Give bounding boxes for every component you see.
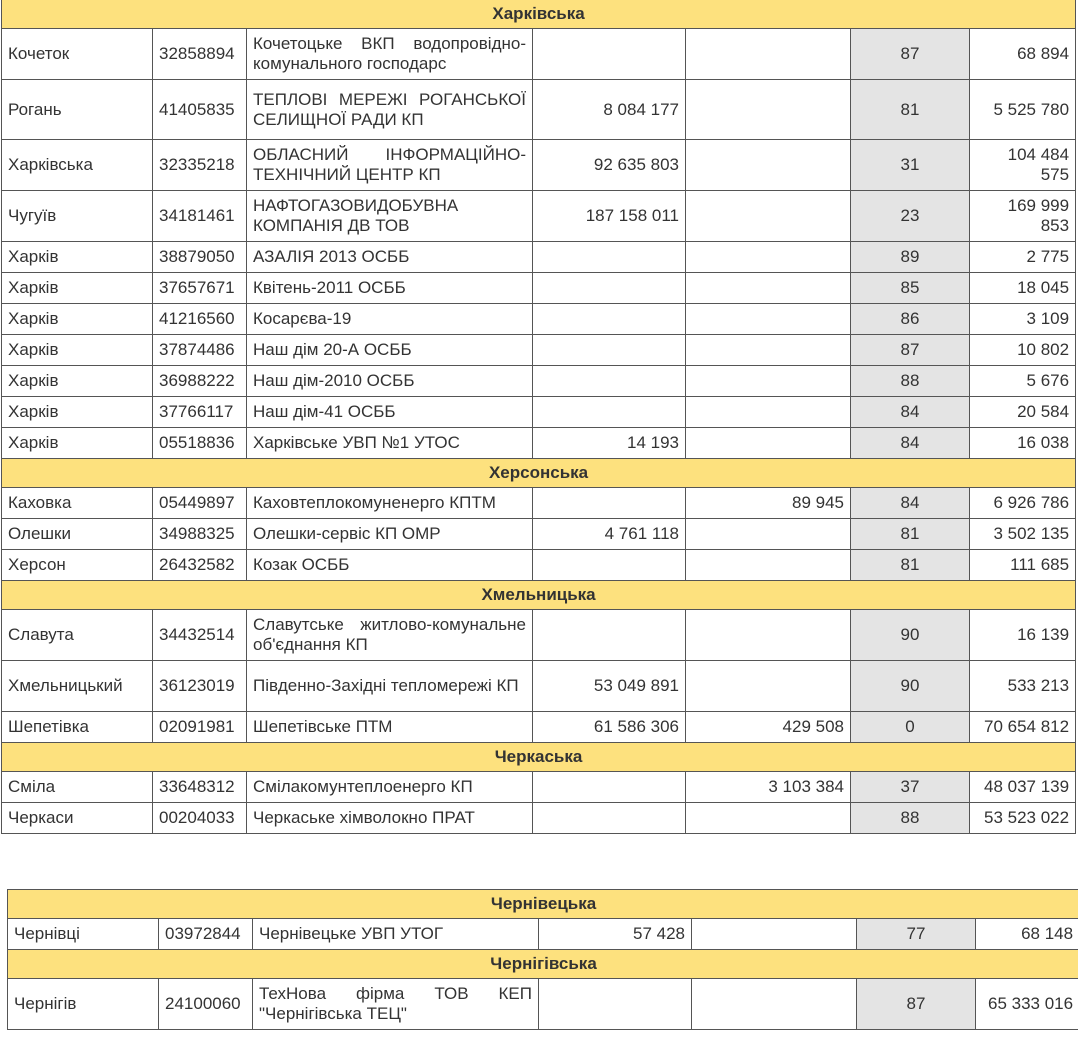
value1-cell xyxy=(533,242,686,273)
code-cell: 32858894 xyxy=(153,29,247,80)
total-cell: 111 685 xyxy=(970,550,1076,581)
code-cell: 41216560 xyxy=(153,304,247,335)
score-cell: 86 xyxy=(851,304,970,335)
table-row xyxy=(2,29,1076,80)
code-cell: 37657671 xyxy=(153,273,247,304)
city-cell: Славута xyxy=(2,610,153,661)
score-cell: 0 xyxy=(851,712,970,743)
enterprise-name-cell: Смілакомунтеплоенерго КП xyxy=(247,772,533,803)
value1-cell xyxy=(539,979,692,1030)
total-cell: 3 109 xyxy=(970,304,1076,335)
table-row xyxy=(2,191,1076,242)
enterprise-name-cell: ОБЛАСНИЙ ІНФОРМАЦІЙНО-ТЕХНІЧНИЙ ЦЕНТР КП xyxy=(247,140,533,191)
total-cell: 20 584 xyxy=(970,397,1076,428)
enterprise-name-cell: Південно-Західні тепломережі КП xyxy=(247,661,533,712)
value1-cell xyxy=(533,550,686,581)
enterprise-name-cell: Кочетоцьке ВКП водопровідно-комунального господарс xyxy=(247,29,533,80)
value1-cell: 4 761 118 xyxy=(533,519,686,550)
enterprise-name-cell: Шепетівське ПТМ xyxy=(247,712,533,743)
value1-cell xyxy=(533,273,686,304)
code-cell: 02091981 xyxy=(153,712,247,743)
code-cell: 34432514 xyxy=(153,610,247,661)
value2-cell xyxy=(686,610,851,661)
city-cell: Чернігів xyxy=(8,979,159,1030)
city-cell: Херсон xyxy=(2,550,153,581)
city-cell: Хмельницький xyxy=(2,661,153,712)
total-cell: 68 894 xyxy=(970,29,1076,80)
code-cell: 37874486 xyxy=(153,335,247,366)
table-row xyxy=(8,979,1078,1030)
enterprises-table-continued xyxy=(7,889,1078,1030)
table-row xyxy=(2,242,1076,273)
score-cell: 81 xyxy=(851,80,970,140)
total-cell: 5 525 780 xyxy=(970,80,1076,140)
value1-cell xyxy=(533,488,686,519)
score-cell: 90 xyxy=(851,661,970,712)
code-cell: 00204033 xyxy=(153,803,247,834)
value1-cell xyxy=(533,335,686,366)
city-cell: Харків xyxy=(2,428,153,459)
city-cell: Харків xyxy=(2,304,153,335)
value2-cell: 3 103 384 xyxy=(686,772,851,803)
table-row xyxy=(2,550,1076,581)
table-row xyxy=(2,273,1076,304)
city-cell: Каховка xyxy=(2,488,153,519)
code-cell: 37766117 xyxy=(153,397,247,428)
enterprise-name-cell: Косарєва-19 xyxy=(247,304,533,335)
code-cell: 36988222 xyxy=(153,366,247,397)
score-cell: 81 xyxy=(851,519,970,550)
region-header-row xyxy=(2,459,1076,488)
value2-cell xyxy=(686,366,851,397)
value2-cell: 89 945 xyxy=(686,488,851,519)
score-cell: 88 xyxy=(851,803,970,834)
region-header-row xyxy=(8,890,1078,919)
value2-cell xyxy=(686,428,851,459)
score-cell: 89 xyxy=(851,242,970,273)
code-cell: 03972844 xyxy=(159,919,253,950)
total-cell: 6 926 786 xyxy=(970,488,1076,519)
total-cell: 70 654 812 xyxy=(970,712,1076,743)
value1-cell: 8 084 177 xyxy=(533,80,686,140)
table-row xyxy=(2,140,1076,191)
enterprise-name-cell: Харківське УВП №1 УТОС xyxy=(247,428,533,459)
value2-cell xyxy=(692,979,857,1030)
code-cell: 34988325 xyxy=(153,519,247,550)
enterprise-name-cell: Каховтеплокомуненерго КПТМ xyxy=(247,488,533,519)
city-cell: Рогань xyxy=(2,80,153,140)
city-cell: Чугуїв xyxy=(2,191,153,242)
enterprise-name-cell: НАФТОГАЗОВИДОБУВНА КОМПАНІЯ ДВ ТОВ xyxy=(247,191,533,242)
value1-cell xyxy=(533,803,686,834)
enterprise-name-cell: ТехНова фірма ТОВ КЕП "Чернігівська ТЕЦ" xyxy=(253,979,539,1030)
score-cell: 77 xyxy=(857,919,976,950)
table-row xyxy=(2,661,1076,712)
value1-cell xyxy=(533,772,686,803)
value1-cell: 61 586 306 xyxy=(533,712,686,743)
value1-cell: 187 158 011 xyxy=(533,191,686,242)
value2-cell xyxy=(686,304,851,335)
table-row xyxy=(8,919,1078,950)
enterprise-name-cell: Наш дім-41 ОСББ xyxy=(247,397,533,428)
table-row xyxy=(2,712,1076,743)
score-cell: 31 xyxy=(851,140,970,191)
code-cell: 36123019 xyxy=(153,661,247,712)
score-cell: 90 xyxy=(851,610,970,661)
total-cell: 18 045 xyxy=(970,273,1076,304)
city-cell: Харківська xyxy=(2,140,153,191)
value2-cell xyxy=(692,919,857,950)
value2-cell: 429 508 xyxy=(686,712,851,743)
value1-cell xyxy=(533,29,686,80)
code-cell: 38879050 xyxy=(153,242,247,273)
code-cell: 24100060 xyxy=(159,979,253,1030)
value1-cell xyxy=(533,366,686,397)
city-cell: Харків xyxy=(2,335,153,366)
table-row xyxy=(2,366,1076,397)
total-cell: 68 148 xyxy=(976,919,1078,950)
city-cell: Кочеток xyxy=(2,29,153,80)
value2-cell xyxy=(686,550,851,581)
code-cell: 05449897 xyxy=(153,488,247,519)
score-cell: 87 xyxy=(851,29,970,80)
score-cell: 85 xyxy=(851,273,970,304)
enterprise-name-cell: Квітень-2011 ОСББ xyxy=(247,273,533,304)
region-header-row xyxy=(2,581,1076,610)
total-cell: 10 802 xyxy=(970,335,1076,366)
enterprise-name-cell: Черкаське хімволокно ПРАТ xyxy=(247,803,533,834)
total-cell: 16 139 xyxy=(970,610,1076,661)
enterprise-name-cell: Славутське житлово-комунальне об'єднання КП xyxy=(247,610,533,661)
score-cell: 88 xyxy=(851,366,970,397)
score-cell: 87 xyxy=(857,979,976,1030)
region-header: Чернігівська xyxy=(8,950,1078,979)
city-cell: Харків xyxy=(2,242,153,273)
city-cell: Харків xyxy=(2,273,153,304)
value2-cell xyxy=(686,273,851,304)
region-header-row xyxy=(8,950,1078,979)
total-cell: 53 523 022 xyxy=(970,803,1076,834)
total-cell: 2 775 xyxy=(970,242,1076,273)
city-cell: Харків xyxy=(2,397,153,428)
value1-cell: 53 049 891 xyxy=(533,661,686,712)
value2-cell xyxy=(686,335,851,366)
enterprise-name-cell: ТЕПЛОВІ МЕРЕЖІ РОГАНСЬКОЇ СЕЛИЩНОЇ РАДИ КП xyxy=(247,80,533,140)
total-cell: 169 999 853 xyxy=(970,191,1076,242)
value2-cell xyxy=(686,29,851,80)
value1-cell xyxy=(533,610,686,661)
enterprise-name-cell: Олешки-сервіс КП ОМР xyxy=(247,519,533,550)
code-cell: 34181461 xyxy=(153,191,247,242)
value1-cell: 57 428 xyxy=(539,919,692,950)
enterprise-name-cell: Козак ОСББ xyxy=(247,550,533,581)
value2-cell xyxy=(686,803,851,834)
code-cell: 26432582 xyxy=(153,550,247,581)
total-cell: 65 333 016 xyxy=(976,979,1078,1030)
table-row xyxy=(2,519,1076,550)
city-cell: Сміла xyxy=(2,772,153,803)
city-cell: Олешки xyxy=(2,519,153,550)
value1-cell: 92 635 803 xyxy=(533,140,686,191)
value2-cell xyxy=(686,519,851,550)
table-row xyxy=(2,488,1076,519)
score-cell: 84 xyxy=(851,428,970,459)
region-header: Чернівецька xyxy=(8,890,1078,919)
enterprises-table xyxy=(1,0,1076,834)
score-cell: 84 xyxy=(851,488,970,519)
enterprise-name-cell: Чернівецьке УВП УТОГ xyxy=(253,919,539,950)
code-cell: 05518836 xyxy=(153,428,247,459)
region-header: Хмельницька xyxy=(2,581,1076,610)
city-cell: Шепетівка xyxy=(2,712,153,743)
score-cell: 84 xyxy=(851,397,970,428)
region-header: Херсонська xyxy=(2,459,1076,488)
region-header: Черкаська xyxy=(2,743,1076,772)
code-cell: 32335218 xyxy=(153,140,247,191)
value2-cell xyxy=(686,140,851,191)
code-cell: 33648312 xyxy=(153,772,247,803)
value2-cell xyxy=(686,397,851,428)
score-cell: 23 xyxy=(851,191,970,242)
region-header: Харківська xyxy=(2,0,1076,29)
table-row xyxy=(2,335,1076,366)
total-cell: 104 484 575 xyxy=(970,140,1076,191)
value2-cell xyxy=(686,191,851,242)
city-cell: Чернівці xyxy=(8,919,159,950)
table-row xyxy=(2,772,1076,803)
table-row xyxy=(2,610,1076,661)
city-cell: Черкаси xyxy=(2,803,153,834)
total-cell: 533 213 xyxy=(970,661,1076,712)
code-cell: 41405835 xyxy=(153,80,247,140)
value2-cell xyxy=(686,242,851,273)
value2-cell xyxy=(686,661,851,712)
total-cell: 48 037 139 xyxy=(970,772,1076,803)
table-row xyxy=(2,803,1076,834)
enterprise-name-cell: Наш дім 20-А ОСББ xyxy=(247,335,533,366)
total-cell: 3 502 135 xyxy=(970,519,1076,550)
table-row xyxy=(2,428,1076,459)
score-cell: 37 xyxy=(851,772,970,803)
city-cell: Харків xyxy=(2,366,153,397)
score-cell: 81 xyxy=(851,550,970,581)
table-row xyxy=(2,80,1076,140)
total-cell: 5 676 xyxy=(970,366,1076,397)
table-row xyxy=(2,397,1076,428)
table-row xyxy=(2,304,1076,335)
value1-cell xyxy=(533,304,686,335)
score-cell: 87 xyxy=(851,335,970,366)
value2-cell xyxy=(686,80,851,140)
region-header-row xyxy=(2,0,1076,29)
value1-cell xyxy=(533,397,686,428)
value1-cell: 14 193 xyxy=(533,428,686,459)
region-header-row xyxy=(2,743,1076,772)
total-cell: 16 038 xyxy=(970,428,1076,459)
enterprise-name-cell: АЗАЛІЯ 2013 ОСББ xyxy=(247,242,533,273)
enterprise-name-cell: Наш дім-2010 ОСББ xyxy=(247,366,533,397)
